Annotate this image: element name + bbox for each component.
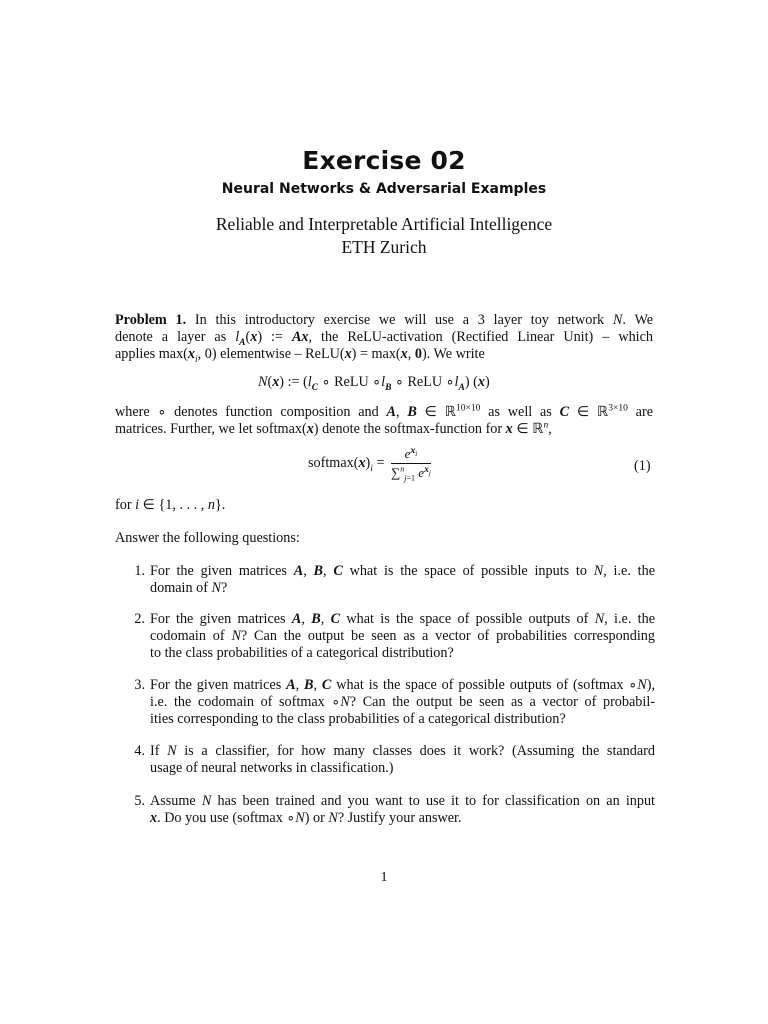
- question-number: 5.: [134, 793, 145, 809]
- softmax-fraction: [391, 446, 431, 481]
- network-equation: N(x) := ($l_C$ ∘ ReLU $\circ l_B$ ∘ ReLU $\circ l_A$) (x): [258, 374, 490, 393]
- answer-prompt: Answer the following questions:: [115, 530, 300, 546]
- where-line-2: matrices. Further, we let softmax(x) denote the softmax-function for x ∈ ℝ$^n$,: [115, 420, 552, 437]
- intro-line-2: denote a layer as $l_A(x)$ := Ax, the ReLU-activation (Rectified Linear Unit) – which: [115, 329, 653, 348]
- where-line-1: where ∘ denotes function composition and A, B ∈ ℝ$^{10\times 10}$ as well as C ∈ ℝ$^{3\times 10}$ are: [115, 403, 653, 420]
- course-name: Reliable and Interpretable Artificial Intelligence: [215, 214, 553, 234]
- softmax-denominator: ∑$^n_{j=1}$ $e^{x_j}$: [391, 464, 431, 483]
- intro-line-1: Problem 1. In this introductory exercise we will use a 3 layer toy network N. We: [115, 312, 653, 328]
- question-number: 4.: [134, 743, 145, 759]
- institution-name: ETH Zurich: [341, 237, 427, 257]
- index-range-line: for i ∈ {1, . . . , n}.: [115, 497, 226, 513]
- problem-label: Problem 1.: [115, 312, 187, 328]
- course-info: [0, 213, 768, 259]
- softmax-numerator: $e^{x_i}$: [391, 446, 431, 464]
- page-title: Exercise 02: [302, 146, 466, 175]
- intro-line-3: applies $\max(x_i$, 0) elementwise – ReLU(x) = max(x, 0). We write: [115, 346, 485, 365]
- problem-intro: [115, 312, 653, 363]
- softmax-equation: $softmax(x)_i$ = $\frac{e^{x_i}}{\sum^n_{j=1} e^{x_j}}$: [308, 445, 431, 483]
- page-number: 1: [380, 870, 388, 885]
- question-number: 2.: [134, 611, 145, 627]
- where-text: [115, 404, 653, 438]
- question-number: 1.: [134, 563, 145, 579]
- question-number: 3.: [134, 677, 145, 693]
- equation-number: (1): [634, 458, 651, 474]
- page-subtitle: Neural Networks & Adversarial Examples: [221, 181, 547, 197]
